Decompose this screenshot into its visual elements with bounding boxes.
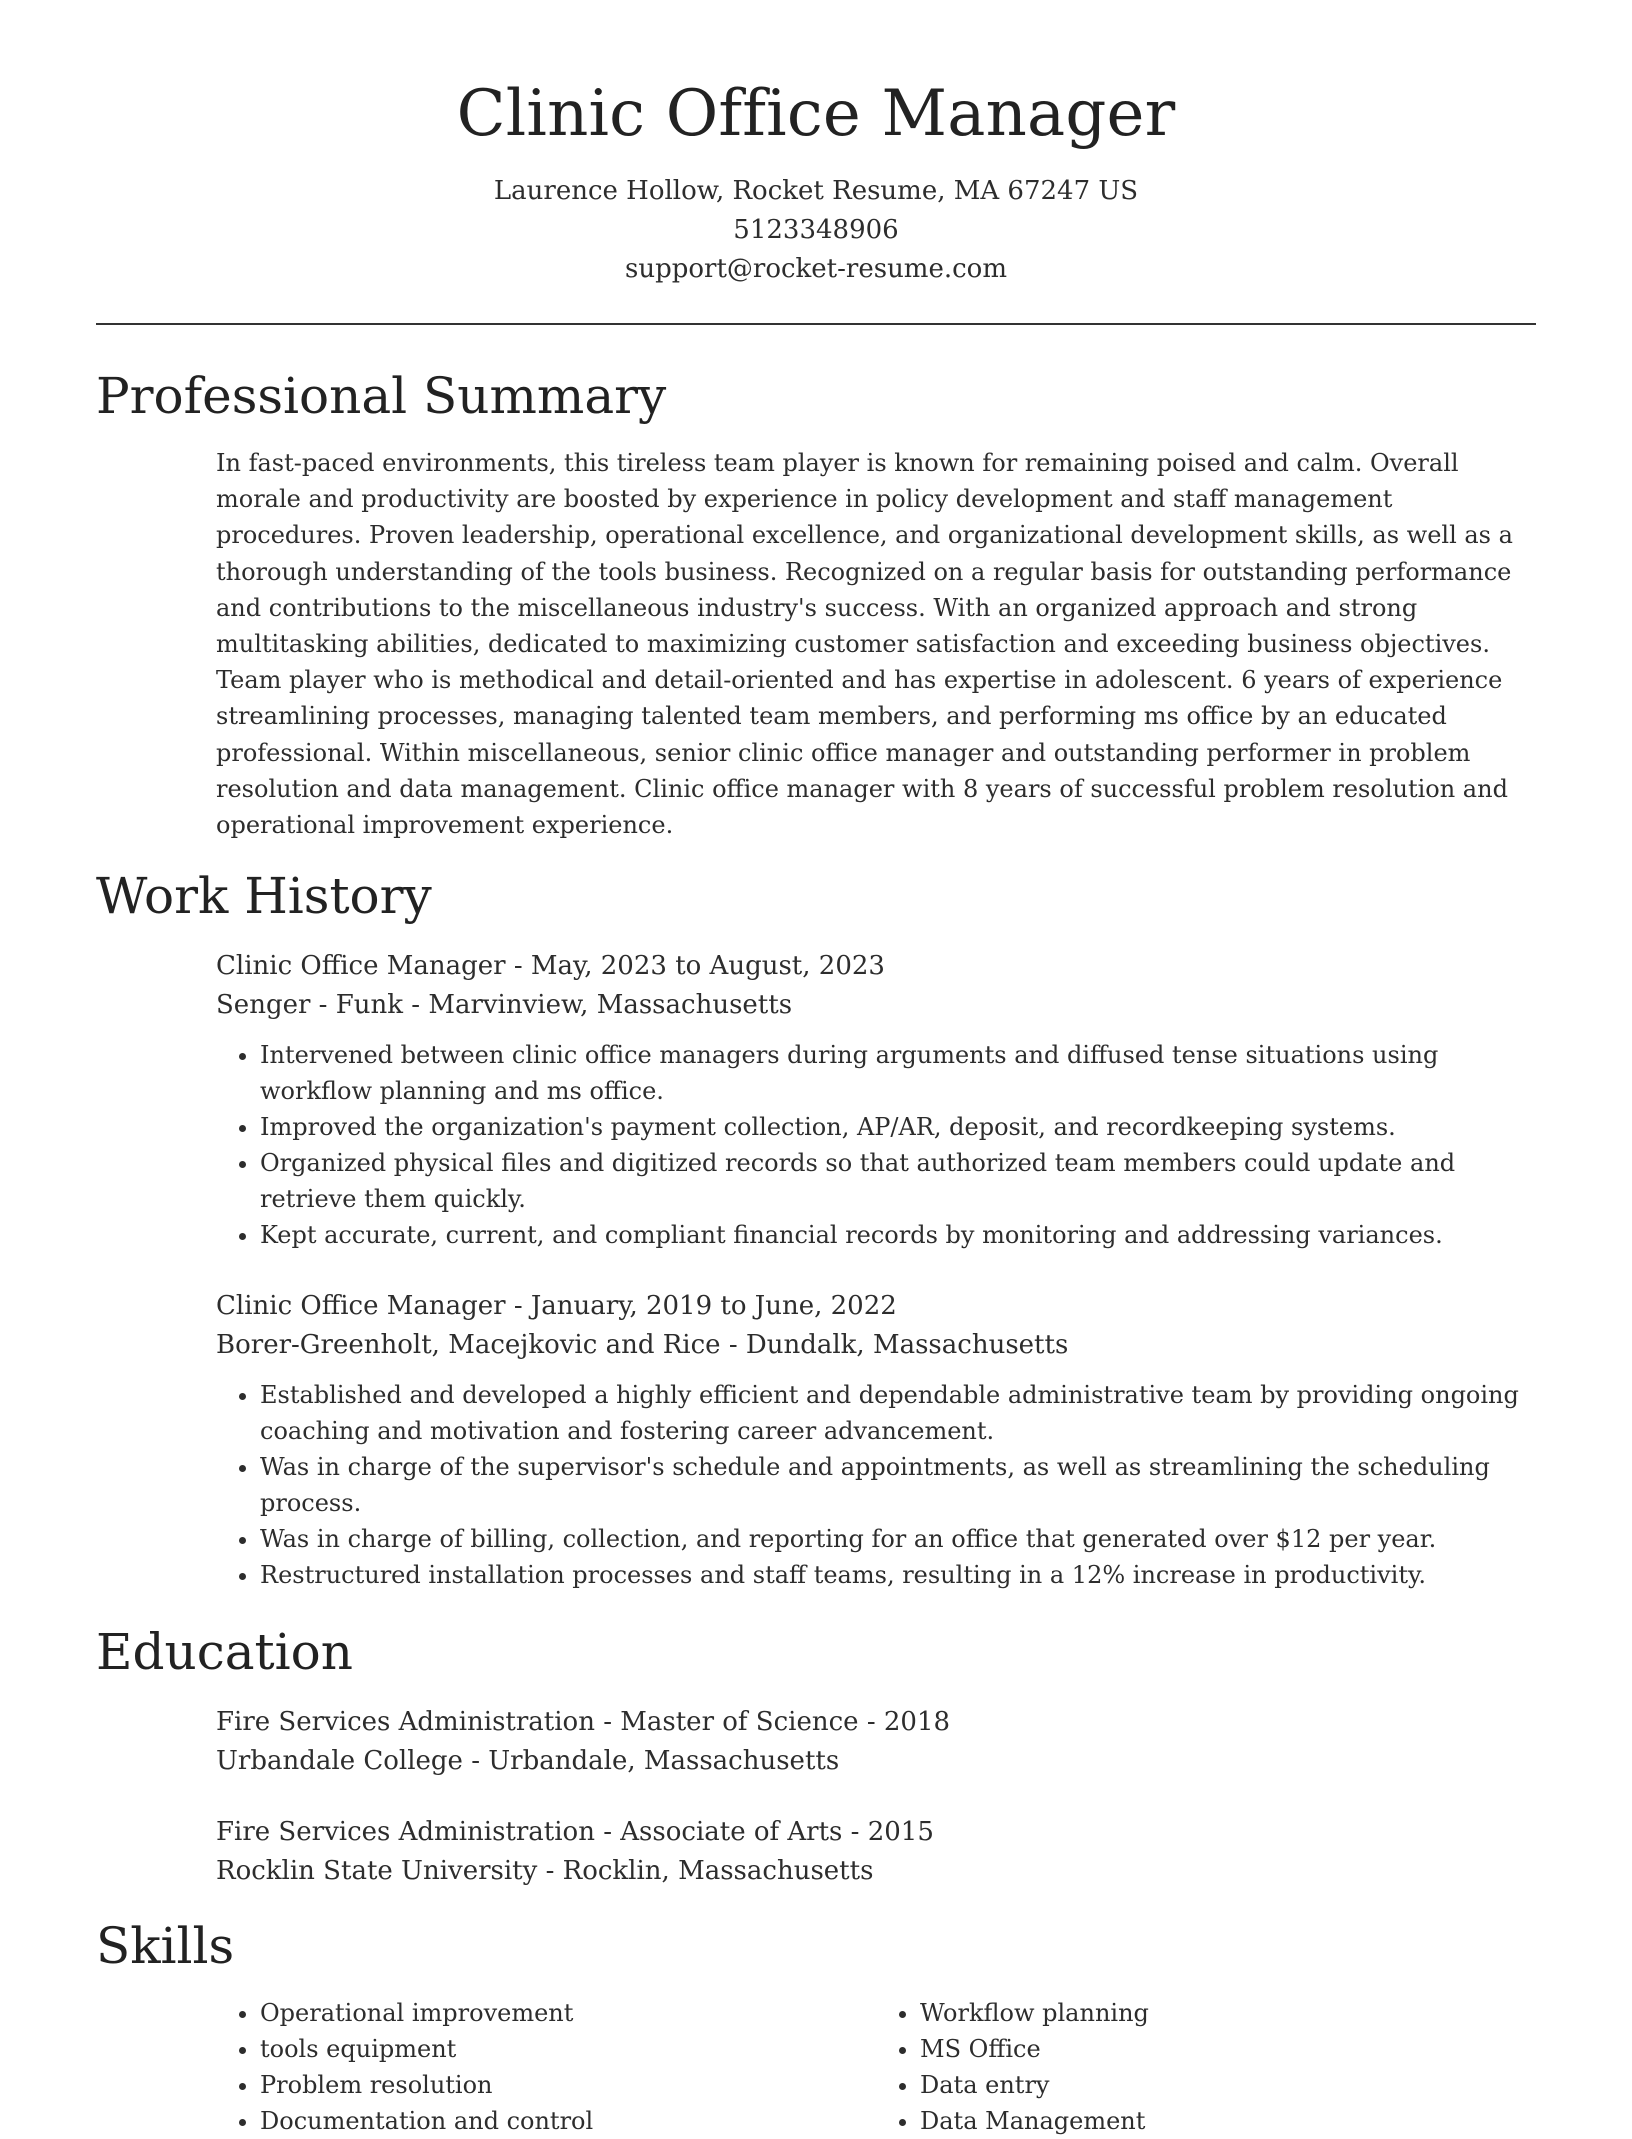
contact-address: Laurence Hollow, Rocket Resume, MA 67247 US: [493, 176, 1139, 206]
contact-phone: 5123348906: [733, 215, 899, 245]
job-bullet: • Intervened between clinic office managers during arguments and diffused tense situations using workflow planning and ms office.: [260, 1037, 1536, 1109]
skills-column-left: [216, 1995, 876, 2139]
resume-page: [96, 0, 1536, 2139]
job-company-line: Senger - Funk - Marvinview, Massachusetts: [216, 990, 793, 1021]
education-degree-line: Fire Services Administration - Associate of Arts - 2015: [216, 1817, 934, 1848]
contact-block: [96, 172, 1536, 289]
job-entry: [216, 947, 1536, 1253]
skill-item: • Data Management: [920, 2103, 1536, 2139]
job-title-line: Clinic Office Manager - January, 2019 to June, 2022: [216, 1291, 897, 1322]
summary-text: In fast-paced environments, this tireless team player is known for remaining poised and calm. Overall morale and productivity are boosted by experience in policy development and staff management procedures. Proven leadership, operational excellence, and organizational development skills, as well as a thorough understanding of the tools business. Recognized on a regular basis for outstanding performance and contributions to the miscellaneous industry's success. With an organized approach and strong multitasking abilities, dedicated to maximizing customer satisfaction and exceeding business objectives. Team player who is methodical and detail-oriented and has expertise in adolescent. 6 years of experience streamlining processes, managing talented team members, and performing ms office by an educated professional. Within miscellaneous, senior clinic office manager and outstanding performer in problem resolution and data management. Clinic office manager with 8 years of successful problem resolution and operational improvement experience.: [216, 449, 1513, 840]
skill-item: • Documentation and control: [260, 2103, 876, 2139]
skill-item: • tools equipment: [260, 2031, 876, 2067]
education-school-line: Urbandale College - Urbandale, Massachusetts: [216, 1746, 840, 1777]
job-company-line: Borer-Greenholt, Macejkovic and Rice - Dundalk, Massachusetts: [216, 1330, 1069, 1361]
skill-item: • MS Office: [920, 2031, 1536, 2067]
job-bullet: • Kept accurate, current, and compliant financial records by monitoring and addressing variances.: [260, 1217, 1536, 1253]
resume-header: [96, 0, 1536, 325]
skill-item: • Workflow planning: [920, 1995, 1536, 2031]
job-bullet: • Organized physical files and digitized records so that authorized team members could update and retrieve them quickly.: [260, 1145, 1536, 1217]
skills-heading: Skills: [96, 1917, 235, 1976]
education-entry: [216, 1703, 1536, 1781]
skill-item: • Data entry: [920, 2067, 1536, 2103]
job-bullets: [216, 1037, 1536, 1253]
education-degree-line: Fire Services Administration - Master of Science - 2018: [216, 1707, 951, 1738]
job-bullet: • Improved the organization's payment collection, AP/AR, deposit, and recordkeeping systems.: [260, 1109, 1536, 1145]
resume-name: Clinic Office Manager: [456, 77, 1176, 151]
job-bullet: • Was in charge of the supervisor's schedule and appointments, as well as streamlining the scheduling process.: [260, 1449, 1536, 1521]
header-divider: [96, 323, 1536, 325]
job-bullet: • Restructured installation processes and staff teams, resulting in a 12% increase in productivity.: [260, 1557, 1536, 1593]
education-heading: Education: [96, 1623, 353, 1682]
summary-heading: Professional Summary: [96, 367, 667, 425]
job-entry: [216, 1287, 1536, 1593]
skills-column-right: [876, 1995, 1536, 2139]
education-school-line: Rocklin State University - Rocklin, Massachusetts: [216, 1856, 874, 1887]
education-entry: [216, 1813, 1536, 1891]
job-bullet: • Established and developed a highly efficient and dependable administrative team by providing ongoing coaching and motivation and fostering career advancement.: [260, 1377, 1536, 1449]
job-bullet: • Was in charge of billing, collection, and reporting for an office that generated over $12 per year.: [260, 1521, 1536, 1557]
skill-item: • Operational improvement: [260, 1995, 876, 2031]
skill-item: • Problem resolution: [260, 2067, 876, 2103]
contact-email: support@rocket-resume.com: [624, 254, 1007, 284]
skills-grid: [216, 1995, 1536, 2139]
job-bullets: [216, 1377, 1536, 1593]
job-title-line: Clinic Office Manager - May, 2023 to August, 2023: [216, 951, 885, 982]
work-history-heading: Work History: [96, 867, 432, 926]
